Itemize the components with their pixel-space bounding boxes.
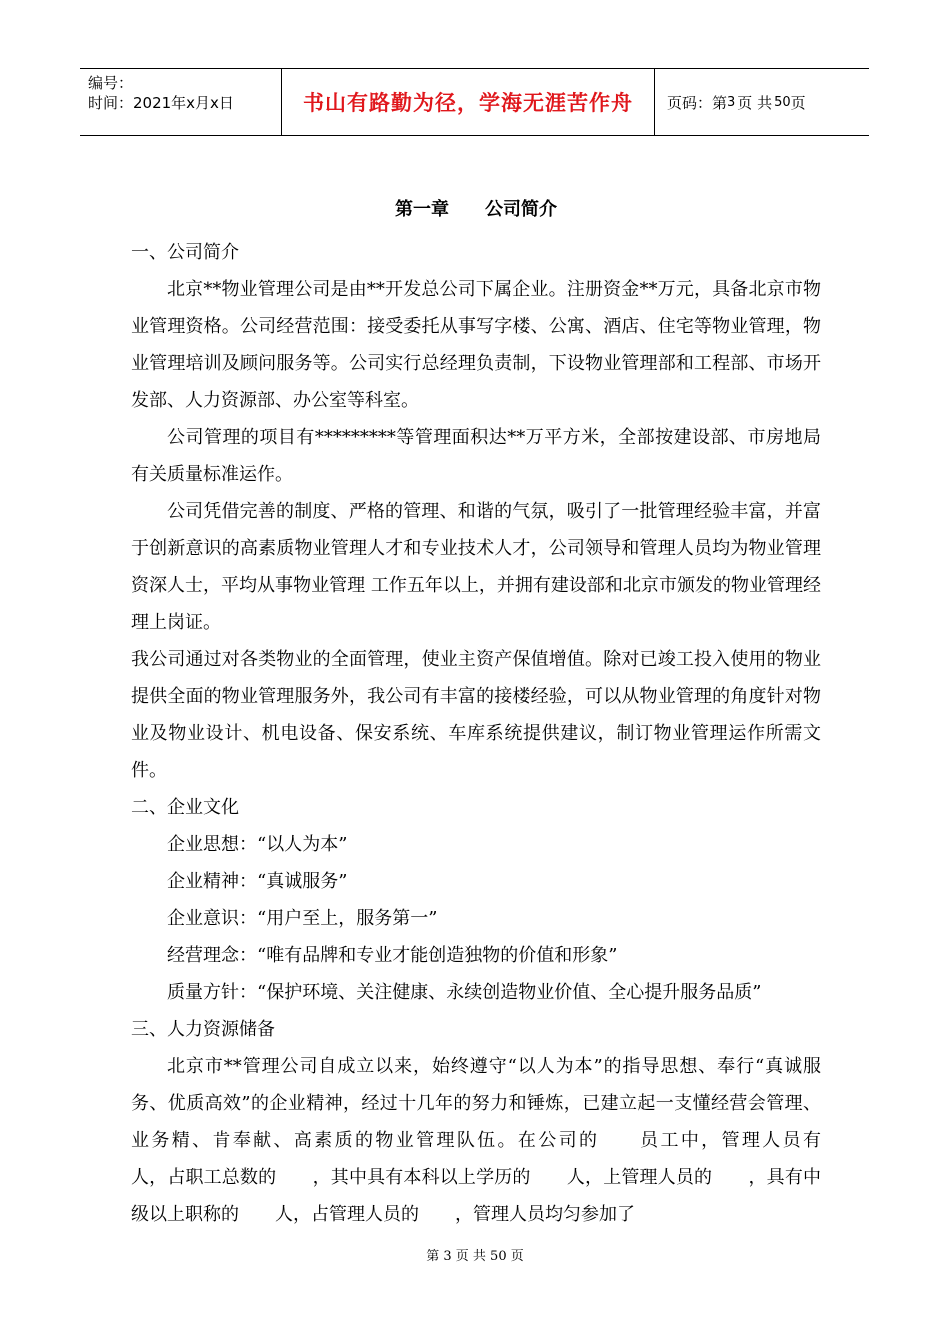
page-suffix: 页: [790, 93, 806, 112]
header-motto: 书山有路勤为径，学海无涯苦作舟: [282, 69, 655, 135]
header-page-number: [655, 69, 869, 135]
paragraph: 公司凭借完善的制度、严格的管理、和谐的气氛，吸引了一批管理经验丰富，并富于创新意识的高素质物业管理人才和专业技术人才，公司领导和管理人员均为物业管理资深人士，平均从事物业管理 工作五年以上，并拥有建设部和北京市颁发的物业管理经理上岗证。: [131, 501, 821, 633]
document-number-label: 编号：: [88, 74, 134, 92]
header-meta: [80, 69, 282, 135]
chapter-title: 第一章 公司简介: [395, 199, 557, 220]
section-heading-corporate-culture: 二、企业文化: [131, 797, 239, 818]
document-body: [131, 198, 875, 1233]
culture-item: 质量方针：“保护环境、关注健康、永续创造物业价值、全心提升服务品质”: [167, 982, 762, 1003]
paragraph: 北京市**管理公司自成立以来，始终遵守“以人为本”的指导思想、奉行“真诚服务、优质高效”的企业精神，经过十几年的努力和锤炼，已建立起一支懂经营会管理、业务精、肯奉献、高素质的物业管理队伍。在公司的 员工中，管理人员有 人，占职工总数的 ，其中具有本科以上学历的 人，上管理人员的 ，具有中级以上职称的 人，占管理人员的 ，管理人员均匀参加了: [131, 1056, 875, 1225]
paragraph: 我公司通过对各类物业的全面管理，使业主资产保值增值。除对已竣工投入使用的物业提供全面的物业管理服务外，我公司有丰富的接楼经验，可以从物业管理的角度针对物业及物业设计、机电设备、保安系统、车库系统提供建议，制订物业管理运作所需文件。: [131, 649, 821, 781]
page-mid: 页 共: [737, 93, 773, 112]
section-heading-hr-reserve: 三、人力资源储备: [131, 1019, 275, 1040]
paragraph: 北京**物业管理公司是由**开发总公司下属企业。注册资金**万元，具备北京市物业管理资格。公司经营范围：接受委托从事写字楼、公寓、酒店、住宅等物业管理，物业管理培训及顾问服务等。公司实行总经理负责制，下设物业管理部和工程部、市场开发部、人力资源部、办公室等科室。: [131, 279, 821, 411]
paragraph: 公司管理的项目有*********等管理面积达**万平方米，全部按建设部、市房地局有关质量标准运作。: [131, 427, 821, 485]
culture-item: 企业意识：“用户至上，服务第一”: [167, 908, 438, 929]
culture-item: 企业精神：“真诚服务”: [167, 871, 348, 892]
culture-item: 企业思想：“以人为本”: [167, 834, 348, 855]
page-footer: 第 3 页 共 50 页: [426, 1249, 524, 1264]
page-total: 50: [774, 94, 791, 110]
page-header: [80, 68, 869, 136]
culture-item: 经营理念：“唯有品牌和专业才能创造独物的价值和形象”: [167, 945, 618, 966]
document-time: 时间：2021年x月x日: [88, 94, 234, 112]
page-current: 3: [727, 94, 736, 110]
section-heading-company-intro: 一、公司简介: [131, 242, 239, 263]
page-prefix: 页码：第: [667, 93, 728, 112]
